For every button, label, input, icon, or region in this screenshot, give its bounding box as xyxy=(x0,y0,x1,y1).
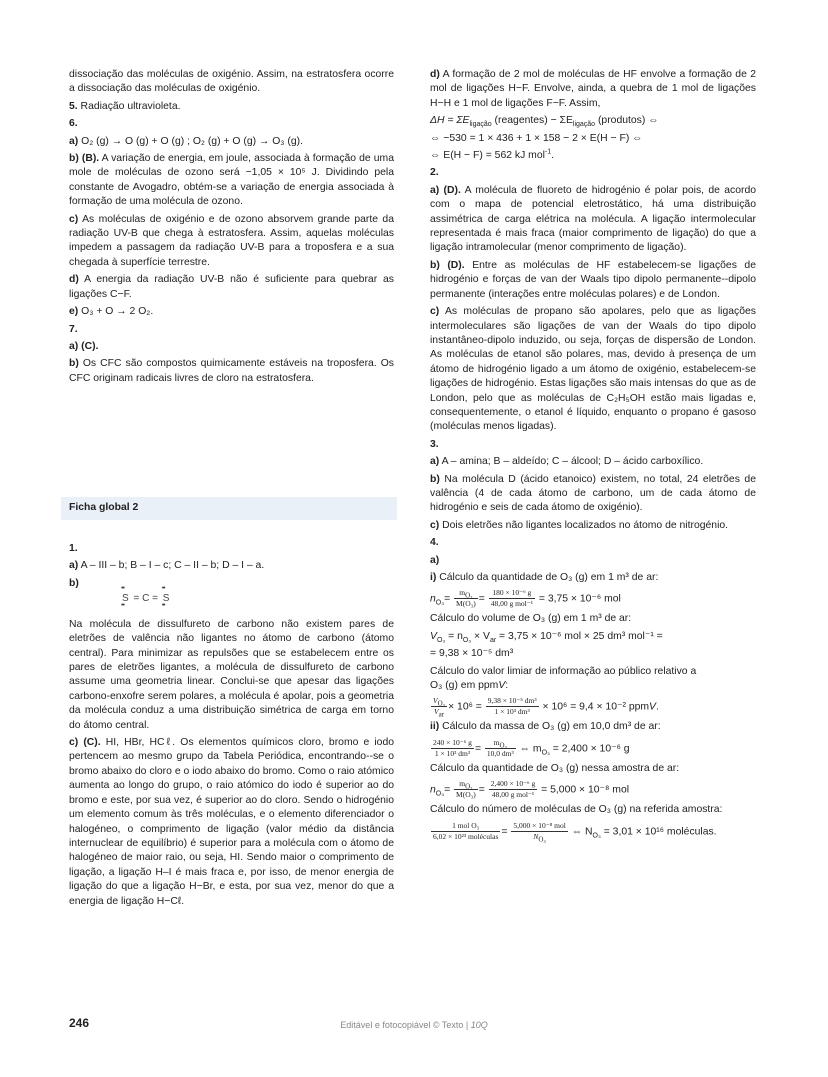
eq-part: n xyxy=(430,784,436,796)
answer-label: c) xyxy=(69,213,79,225)
eq-part: = xyxy=(474,743,482,755)
answer-4a-label: a) xyxy=(430,554,440,566)
molecules-text: Cálculo do número de moléculas de O₃ (g) na referida amostra: xyxy=(430,804,723,816)
eq-part: n xyxy=(430,593,436,605)
answer-text: A energia da radiação UV-B não é suficiente para quebrar as ligações C−F. xyxy=(69,274,394,300)
numerator: m xyxy=(459,588,466,598)
answer-text: Os CFC são compostos quimicamente estáveis na troposfera. Os CFC originam radicais livres de cloro na estratosfera. xyxy=(69,358,394,384)
eq-part: = xyxy=(501,825,508,837)
lone-pair-dots: •• xyxy=(161,585,165,592)
denominator: V xyxy=(434,707,439,717)
result: = 2,400 × 10⁻⁶ g xyxy=(549,743,630,755)
answer-label: b) (D). xyxy=(430,259,465,271)
eq-sub: O₃ xyxy=(462,636,472,644)
eq-sup: -1 xyxy=(544,148,552,156)
answer-text: O₂ (g) → O (g) + O (g) ; O₂ (g) + O (g) → O₃ (g). xyxy=(78,135,304,147)
footer-copyright xyxy=(0,1018,828,1032)
denominator: 48,00 g mol⁻¹ xyxy=(490,599,533,609)
footer-text: Editável e fotocopiável © Texto | xyxy=(340,1020,471,1030)
atom-symbol: S xyxy=(162,593,170,604)
answer-text: HI, HBr, HCℓ. Os elementos químicos cloro, bromo e iodo pertencem ao mesmo grupo da Tabela Periódica, encontrando--se o bromo abaixo do cloro e o iodo abaixo do bromo. Como o raio atómico aumenta ao longo do grupo, o raio atómico do iodo é superior ao do bromo e este, por sua vez, é superior ao do cloro. Sendo o hidrogénio um elemento comum às três moléculas, e o elemento diferenciador o halogéneo, o comprimento de ligação (valor médio da distância internuclear de equilíbrio) é superior para a molécula com o átomo de halogéneo de maior raio, ou seja, HI. Sendo maior o comprimento de ligação, a ligação H–I é mais fraca e, por isso, de menor energia de ligação do que a ligação H−Br, e esta, por sua vez, menor do que a energia de ligação H−Cℓ. xyxy=(69,737,395,907)
numerator: 5,000 × 10⁻⁸ mol xyxy=(513,820,566,830)
answer-text: Cálculo da quantidade de O₃ (g) em 1 m³ de ar: xyxy=(436,572,659,583)
eq-part: = xyxy=(478,593,485,605)
text-part: : xyxy=(505,680,509,692)
numerator: V xyxy=(433,696,438,706)
answer-6d xyxy=(69,273,394,302)
question-4-number: 4. xyxy=(430,537,439,549)
question-5 xyxy=(69,100,394,114)
answer-7b xyxy=(69,357,394,386)
section-header-band xyxy=(61,497,397,520)
question-6-number: 6. xyxy=(69,118,78,130)
eq-sub: O₃ xyxy=(592,831,601,839)
formula-molecules xyxy=(430,821,756,842)
answer-label: a) (D). xyxy=(430,184,461,196)
eq-sub: O₃ xyxy=(538,835,546,844)
question-number: 5. xyxy=(69,100,78,112)
volume-text: Cálculo do volume de O₃ (g) em 1 m³ de ar: xyxy=(430,613,632,625)
fraction xyxy=(454,588,478,609)
equation-enthalpy xyxy=(430,114,756,128)
answer-d xyxy=(430,68,756,111)
numerator: 9,38 × 10⁻⁵ dm³ xyxy=(487,696,537,706)
denominator: M(O₃) xyxy=(456,790,476,800)
answer-label: d) xyxy=(69,274,79,286)
denominator: 1 × 10³ dm³ xyxy=(494,707,530,717)
eq-part: ⇔ E(H − F) = 562 kJ mol xyxy=(430,150,545,162)
question-2-number: 2. xyxy=(430,167,439,179)
equation-step-2: ⇔ −530 = 1 × 436 + 1 × 158 − 2 × E(H − F) ⇔ xyxy=(430,132,643,144)
answer-3c xyxy=(430,519,756,533)
eq-sub: ar xyxy=(489,636,497,644)
footer-book-code: 10Q xyxy=(470,1020,488,1030)
result: = 3,75 × 10⁻⁶ mol xyxy=(538,593,621,605)
limit-text-2 xyxy=(430,679,756,693)
answer-text: Radiação ultravioleta. xyxy=(77,100,181,112)
lone-pair-dots: •• xyxy=(161,602,165,609)
quantity-text: Cálculo da quantidade de O₃ (g) nessa amostra de ar: xyxy=(430,762,680,774)
eq-part: = 3,75 × 10⁻⁶ mol × 25 dm³ mol⁻¹ = xyxy=(496,630,663,642)
fraction xyxy=(489,779,538,800)
fraction xyxy=(511,821,567,842)
eq-sub: O₃ xyxy=(436,636,446,644)
eq-part: = n xyxy=(445,630,463,642)
answer-label: c) xyxy=(430,306,440,318)
eq-part: = xyxy=(478,784,485,796)
eq-sub: ligação xyxy=(572,121,596,129)
denominator: 1 × 10³ dm³ xyxy=(434,748,471,758)
answer-label: i) xyxy=(430,572,437,583)
eq-sub: ligação xyxy=(469,121,492,129)
eq-part: = xyxy=(444,784,451,796)
answer-1b-text: Na molécula de dissulfureto de carbono não existem pares de eletrões de valência não ligantes no átomo de carbono (átomo central). Para minimizar as repulsões que se estabelecem entre os pares de eletrões ligantes, a molécula de dissulfureto de carbono assume uma geometria linear. Conclui-se que apesar das ligações carbono-enxofre serem polares, a molécula é apolar, pois a geometria da molécula conduz a uma distribuição simétrica de carga em torno do átomo central. xyxy=(69,618,394,731)
step-i xyxy=(430,571,756,585)
answer-1b xyxy=(69,577,394,615)
answer-label: b) xyxy=(69,577,79,589)
fraction xyxy=(431,821,500,842)
answer-1a xyxy=(69,559,394,573)
step-ii xyxy=(430,720,756,734)
answer-text: A molécula de fluoreto de hidrogénio é polar pois, de acordo com o mapa de potencial eletrostático, há uma distribuição assimétrica de carga elétrica na molécula. A ligação intermolecular representada é mais fraca (maior comprimento de ligação) do que a ligação intramolecular (menor comprimento de ligação). xyxy=(430,184,756,254)
eq-sub: O₃ xyxy=(541,749,550,757)
fraction xyxy=(431,696,447,717)
carbon-atom: C xyxy=(142,593,150,604)
eq-sub: O₃ xyxy=(465,591,473,600)
eq-part: × V xyxy=(471,630,490,642)
answer-6b xyxy=(69,152,394,210)
answer-label: d) xyxy=(430,69,440,80)
answer-3a xyxy=(430,455,756,469)
denominator: 48,00 g mol⁻¹ xyxy=(491,790,535,800)
denominator: M(O₃) xyxy=(456,599,476,609)
fraction xyxy=(454,779,478,800)
eq-sub: O₃ xyxy=(465,782,473,791)
answer-text: Entre as moléculas de HF estabelecem-se ligações de hidrogénio e forças de van der Waals tipo dipolo permanente--dipolo permanente (interações entre moléculas polares) e de London. xyxy=(430,259,756,300)
result-unit: V xyxy=(649,701,656,713)
sulfur-atom xyxy=(120,585,131,609)
section-title: Ficha global 2 xyxy=(69,502,139,513)
question-7-number: 7. xyxy=(69,323,78,335)
right-column xyxy=(430,68,756,845)
numerator: 1 mol O₃ xyxy=(431,821,500,832)
answer-2b xyxy=(430,259,756,302)
answer-6c xyxy=(69,213,394,271)
answer-text: As moléculas de propano são apolares, pelo que as ligações intermoleculares são ligações de van der Waals do tipo dipolo instantâneo-dipolo induzido, ou seja, forças de dispersão de London. As moléculas de etanol são polares, mas, devido à presença de um átomo de hidrogénio ligado a um átomo de oxigénio, estabelecem-se ligações de hidrogénio. Estas ligações são mais intensas do que as de London, pelo que as moléculas de C₂H₅OH estão mais ligadas e, consequentemente, o etanol é líquido, enquanto o propano é gasoso (moléculas menos ligadas). xyxy=(430,306,756,433)
paragraph: dissociação das moléculas de oxigénio. Assim, na estratosfera ocorre a dissociação das moléculas de oxigénio. xyxy=(69,69,394,95)
question-1-number: 1. xyxy=(69,543,78,554)
lone-pair-dots: •• xyxy=(121,602,124,609)
eq-sub: O₃ xyxy=(435,790,445,798)
answer-label: b) xyxy=(69,358,79,370)
answer-text: Na molécula D (ácido etanoico) existem, no total, 24 eletrões de valência (4 de cada átomo de carbono, um de cada átomo de hidrogénio e seis de cada átomo de oxigénio). xyxy=(430,473,756,514)
answer-2a xyxy=(430,184,756,256)
result: ⇔ N xyxy=(571,825,593,837)
page-number: 246 xyxy=(69,1016,90,1030)
answer-text: Dois eletrões não ligantes localizados no átomo de nitrogénio. xyxy=(439,519,729,531)
atom-symbol: S xyxy=(122,593,129,604)
numerator: 240 × 10⁻⁶ g xyxy=(433,737,472,747)
eq-sub: O₃ xyxy=(499,741,507,750)
formula-n-sample xyxy=(430,779,756,800)
eq-part: V xyxy=(430,630,437,642)
answer-label: b) xyxy=(430,473,440,485)
eq-part: . xyxy=(551,150,555,162)
formula-n-o3 xyxy=(430,588,756,609)
eq-part: ΔH = ΣE xyxy=(430,115,470,127)
denominator: N xyxy=(533,831,539,841)
eq-part: × 10⁶ = xyxy=(448,701,482,713)
eq-part: = xyxy=(444,593,451,605)
sulfur-atom xyxy=(161,585,172,609)
text-part: V xyxy=(498,680,506,692)
volume-result: = 9,38 × 10⁻⁵ dm³ xyxy=(430,648,514,660)
fraction xyxy=(486,696,539,717)
double-bond: = xyxy=(133,593,140,604)
eq-sub: O₃ xyxy=(437,699,446,708)
fraction xyxy=(431,738,474,759)
answer-label: e) xyxy=(69,306,79,318)
eq-part: . xyxy=(655,701,659,713)
answer-1c xyxy=(69,736,394,909)
limit-text: Cálculo do valor limiar de informação ao público relativo a xyxy=(430,665,697,677)
formula-mass xyxy=(430,738,756,759)
eq-part: (reagentes) − ΣE xyxy=(491,115,573,127)
left-column-section-2 xyxy=(69,542,394,912)
fraction xyxy=(489,588,535,609)
answer-7a: a) (C). xyxy=(69,340,99,352)
answer-text: A variação de energia, em joule, associada à formação de uma mole de moléculas de ozono será −1,05 × 10⁵ J. Dividindo pela constante de Avogadro, obtém-se a variação de energia associada à formação de uma molécula de ozono. xyxy=(69,153,394,208)
answer-text: As moléculas de oxigénio e de ozono absorvem grande parte da radiação UV-B que chega à estratosfera. Assim, aquelas moléculas impedem a passagem da radiação UV-B para a troposfera e a sua chegada à superfície terrestre. xyxy=(69,213,394,268)
formula-ppmv xyxy=(430,696,756,717)
result: = 3,01 × 10¹⁶ moléculas. xyxy=(600,825,717,837)
answer-6e xyxy=(69,305,394,319)
answer-text: O₃ + O → 2 O₂. xyxy=(78,306,154,318)
denominator: 6,02 × 10²³ moléculas xyxy=(433,831,499,841)
answer-label: c) (C). xyxy=(69,737,101,749)
equation-step-3 xyxy=(430,149,756,163)
denominator: 10,0 dm³ xyxy=(486,748,514,758)
numerator: m xyxy=(459,779,466,789)
answer-label: c) xyxy=(430,519,440,531)
answer-text: A formação de 2 mol de moléculas de HF envolve a formação de 2 mol de ligações H−F. Envolve, ainda, a quebra de 1 mol de ligações H−H e 1 mol de ligações F−F. Assim, xyxy=(430,69,756,109)
left-column xyxy=(69,68,394,389)
answer-label: b) (B). xyxy=(69,153,100,165)
answer-text: A – III – b; B – I – c; C – II – b; D – I – a. xyxy=(78,560,265,572)
numerator: 2,400 × 10⁻⁶ g xyxy=(490,779,536,789)
eq-sub: O₃ xyxy=(435,599,445,607)
answer-label: ii) xyxy=(430,721,440,733)
lone-pair-dots: •• xyxy=(121,585,124,592)
lewis-structure-cs2 xyxy=(120,585,171,609)
question-3-number: 3. xyxy=(430,438,439,450)
text-part: O₃ (g) em ppm xyxy=(430,680,499,692)
eq-part: (produtos) ⇔ xyxy=(595,115,659,127)
result: × 10⁶ = 9,4 × 10⁻² ppm xyxy=(542,701,650,713)
numerator: 180 × 10⁻⁶ g xyxy=(489,588,535,599)
answer-label: a) xyxy=(69,560,79,572)
eq-sub: ar xyxy=(438,710,445,719)
answer-2c xyxy=(430,305,756,435)
answer-text: A – amina; B – aldeído; C – álcool; D – ácido carboxílico. xyxy=(439,456,704,468)
answer-label: a) xyxy=(430,456,440,468)
numerator: m xyxy=(493,737,500,747)
volume-equation xyxy=(430,630,756,644)
double-bond: = xyxy=(152,593,158,604)
answer-3b xyxy=(430,473,756,516)
fraction xyxy=(485,738,516,759)
result: ⇔ m xyxy=(519,743,542,755)
result: = 5,000 × 10⁻⁸ mol xyxy=(541,784,630,796)
answer-text: Cálculo da massa de O₃ (g) em 10,0 dm³ de ar: xyxy=(439,721,661,733)
answer-6a xyxy=(69,135,394,149)
answer-label: a) xyxy=(69,135,79,147)
